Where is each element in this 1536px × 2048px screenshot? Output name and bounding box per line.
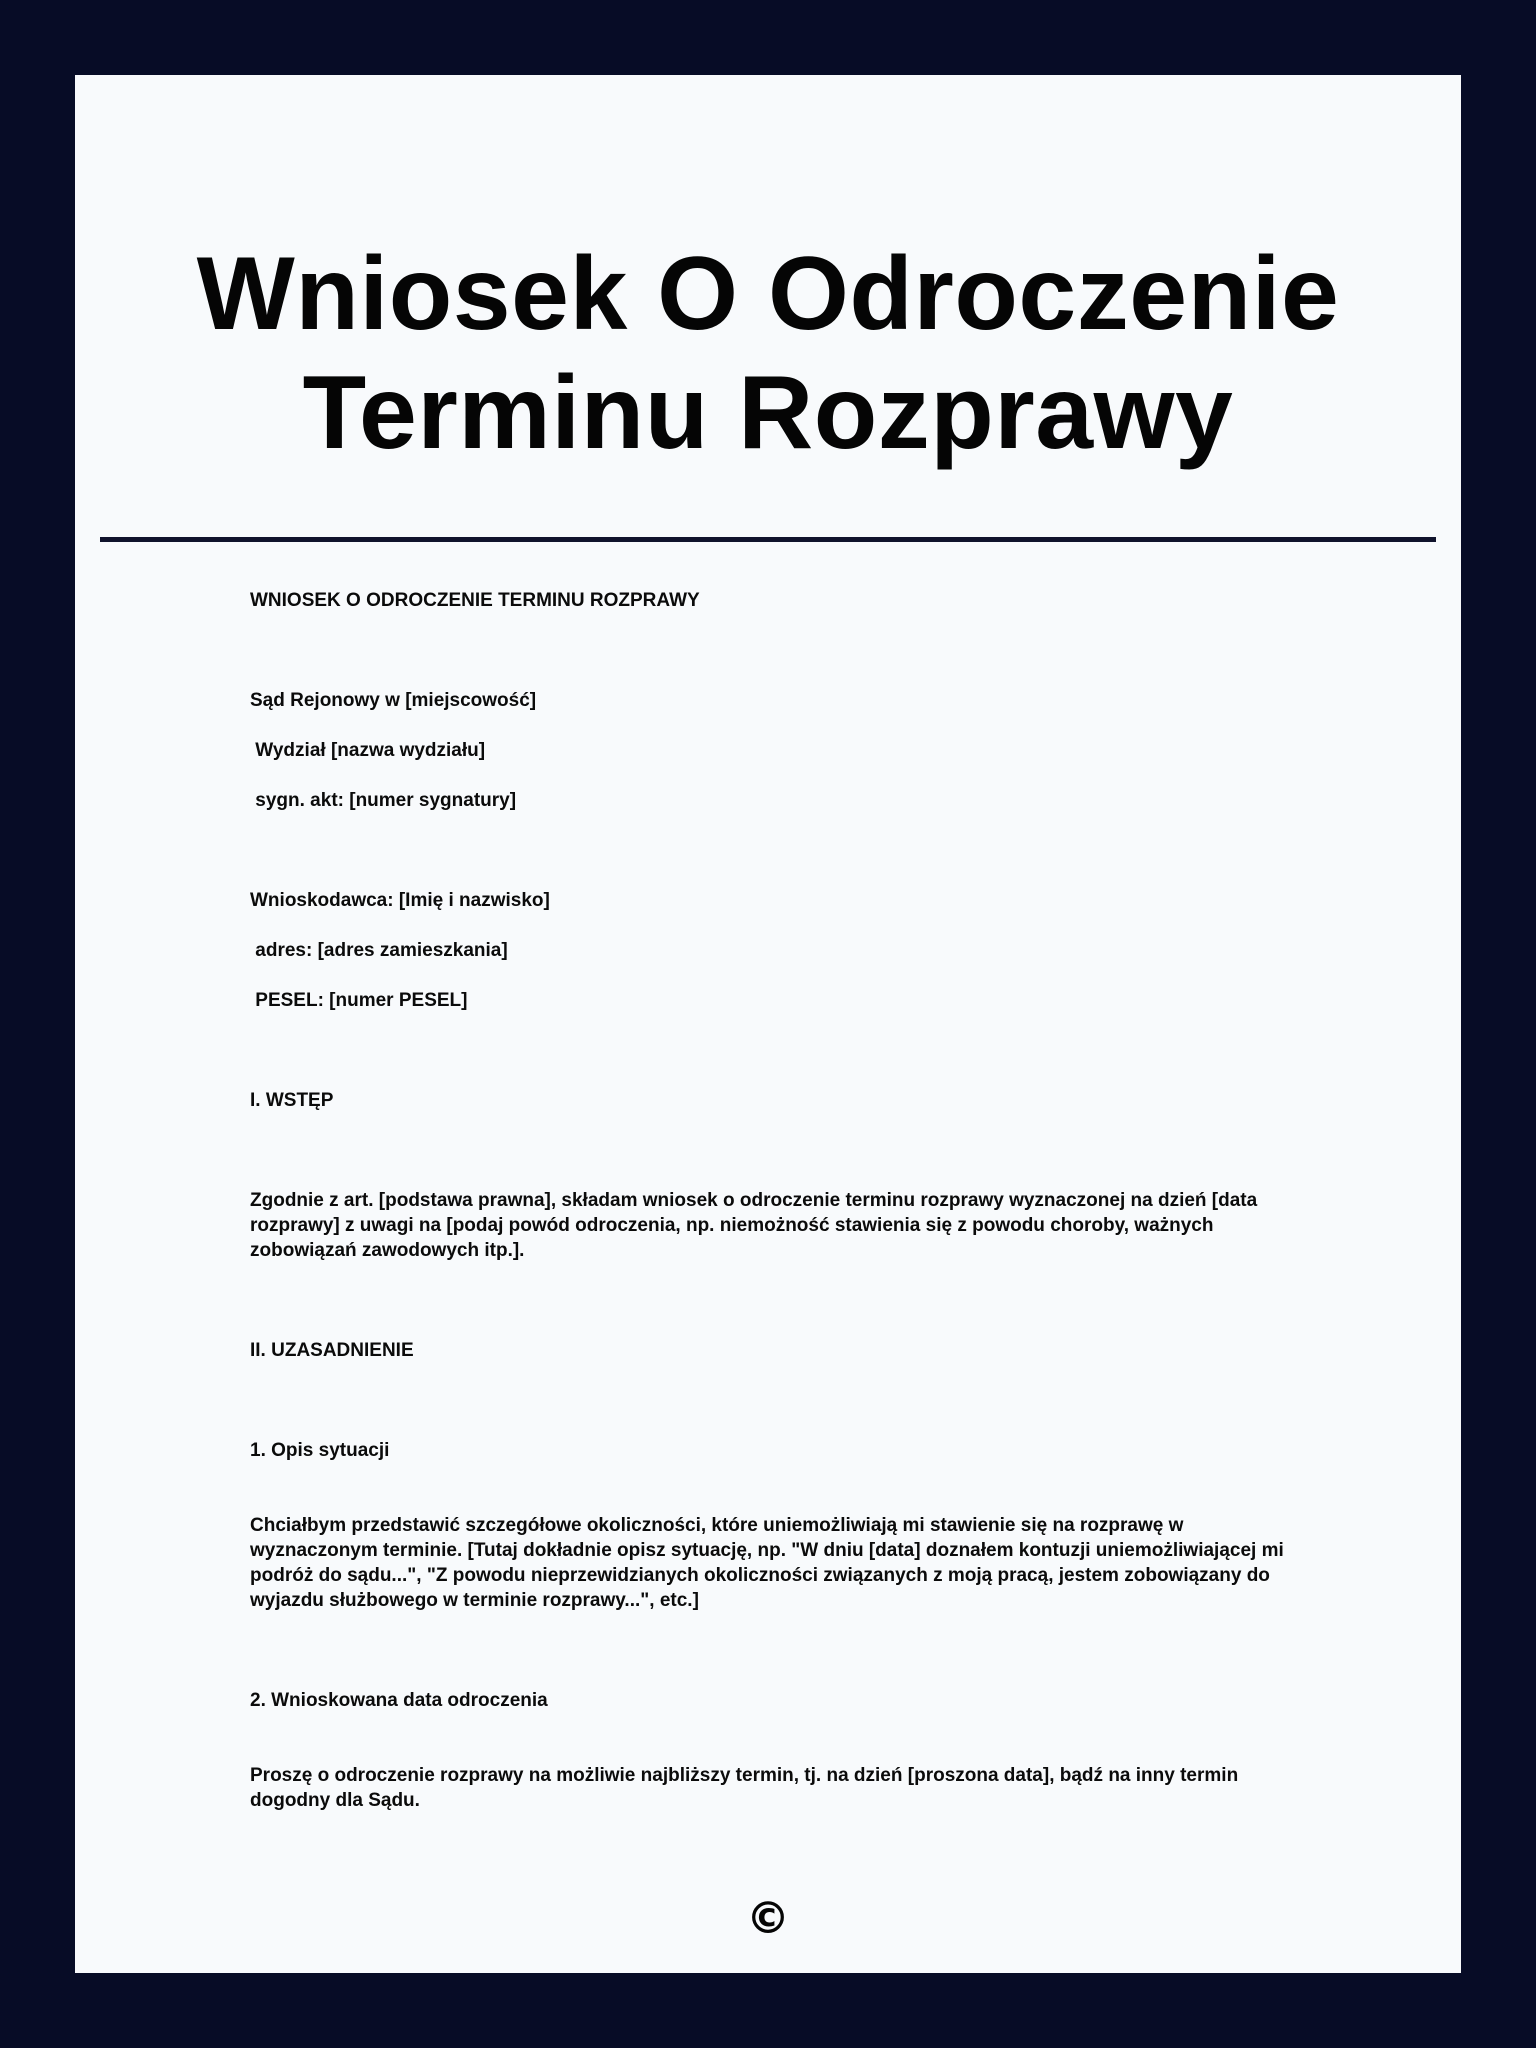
section-heading-justification: II. UZASADNIENIE xyxy=(250,1340,414,1361)
introduction-paragraph: Zgodnie z art. [podstawa prawna], składam wniosek o odroczenie terminu rozprawy wyznaczonej na dzień [data rozprawy] z uwagi na [podaj powód odroczenia, np. niemożność stawienia się z powodu choroby, ważnych zobowiązań zawodowych itp.]. xyxy=(250,1190,1258,1261)
court-name: Sąd Rejonowy w [miejscowość] xyxy=(250,690,537,711)
copyright-icon: © xyxy=(746,1893,790,1944)
applicant-address: adres: [adres zamieszkania] xyxy=(250,940,508,961)
subsection-heading-requested-date: 2. Wnioskowana data odroczenia xyxy=(250,1690,548,1711)
requested-date-paragraph: Proszę o odroczenie rozprawy na możliwie najbliższy termin, tj. na dzień [proszona data], bądź na inny termin dogodny dla Sądu. xyxy=(250,1765,1239,1811)
document-title xyxy=(75,235,1461,473)
section-heading-introduction: I. WSTĘP xyxy=(250,1090,334,1111)
situation-paragraph: Chciałbym przedstawić szczegółowe okoliczności, które uniemożliwiają mi stawienie się na rozprawę w wyznaczonym terminie. [Tutaj dokładnie opisz sytuację, np. "W dniu [data] doznałem kontuzji uniemożliwiającej mi podróż do sądu...", "Z powodu nieprzewidzianych okoliczności związanych z moją pracą, jestem zobowiązany do wyjazdu służbowego w terminie rozprawy...", etc.] xyxy=(250,1515,1284,1611)
applicant-pesel: PESEL: [numer PESEL] xyxy=(250,990,468,1011)
court-department: Wydział [nazwa wydziału] xyxy=(250,740,486,761)
document-title-line-1: Wniosek O Odroczenie xyxy=(196,236,1340,352)
document-title-line-2: Terminu Rozprawy xyxy=(302,355,1234,471)
case-number: sygn. akt: [numer sygnatury] xyxy=(250,790,517,811)
title-divider xyxy=(100,537,1436,542)
document-page xyxy=(75,75,1461,1973)
applicant-name: Wnioskodawca: [Imię i nazwisko] xyxy=(250,890,550,911)
document-heading: WNIOSEK O ODROCZENIE TERMINU ROZPRAWY xyxy=(250,590,700,611)
subsection-heading-situation: 1. Opis sytuacji xyxy=(250,1440,390,1461)
